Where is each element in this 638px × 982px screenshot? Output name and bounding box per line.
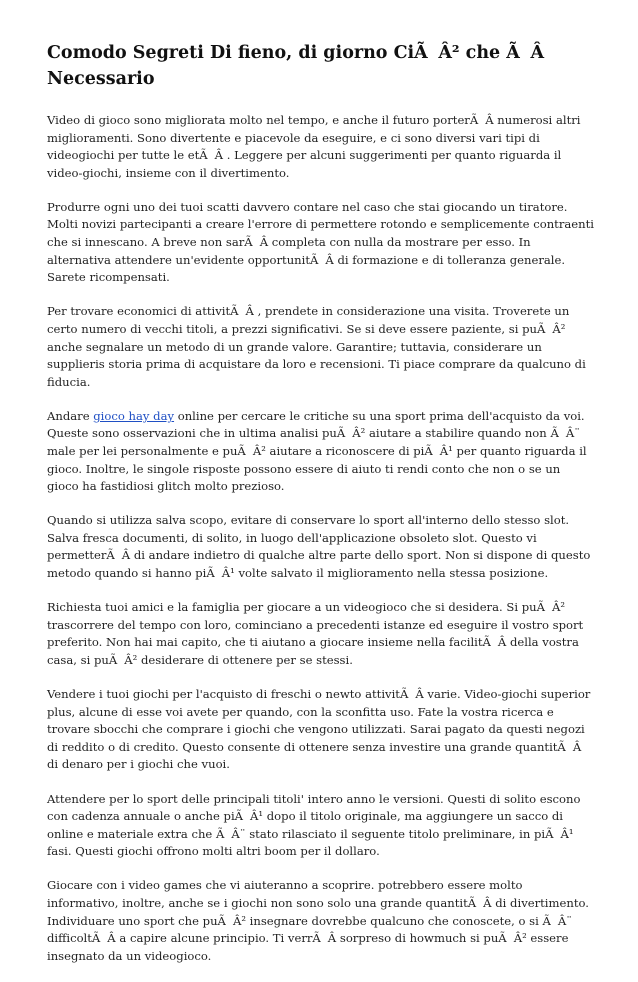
paragraph-4-rest: online per cercare le critiche su una sport prima dell'acquisto da voi. Queste sono osservazioni che in ultima analisi puÃÂ² aiutare a stabilire quando non ÃÂ¨ male per lei personalmente e puÃÂ² aiutare a riconoscere di piÃÂ¹ per quanto riguarda il gioco. Inoltre, le singole risposte possono essere di aiuto ti rendi conto che non o se un gioco ha fastidiosi glitch molto prezioso. (47, 408, 587, 494)
paragraph-4-lead: Andare (47, 408, 94, 423)
paragraph-3: Per trovare economici di attivitÃÂ , prendete in considerazione una visita. Troverete un certo numero di vecchi titoli, a prezzi significativi. Se si deve essere paziente, si puÃÂ² anche segnalare un metodo di un grande valore. Garantire; tuttavia, considerare un supplieris storia prima di acquistare da loro e recensioni. Ti piace comprare da qualcuno di fiducia. (47, 304, 586, 389)
paragraph-1: Video di gioco sono migliorata molto nel tempo, e anche il futuro porterÃÂ numerosi altri miglioramenti. Sono divertente e piacevole da eseguire, e ci sono diversi vari tipi di videogiochi per tutte le etÃÂ . Leggere per alcuni suggerimenti per quanto riguarda il video-giochi, insieme con il divertimento. (47, 113, 581, 180)
paragraph-9: Giocare con i video games che vi aiuteranno a scoprire. potrebbero essere molto informativo, inoltre, anche se i giochi non sono solo una grande quantitÃÂ di divertimento. Individuare uno sport che puÃÂ² insegnare dovrebbe qualcuno che conoscete, o si ÃÂ¨ difficoltÃÂ a capire alcune principio. Ti verrÃÂ sorpreso di howmuch si puÃÂ² essere insegnato da un videogioco. (47, 878, 589, 963)
paragraph-8: Attendere per lo sport delle principali titoli' intero anno le versioni. Questi di solito escono con cadenza annuale o anche piÃÂ¹ dopo il titolo originale, ma aggiungere un sacco di online e materiale extra che ÃÂ¨ stato rilasciato il seguente titolo preliminare, in piÃÂ¹ fasi. Questi giochi offrono molti altri boom per il dollaro. (47, 791, 581, 859)
paragraph-4 (47, 408, 595, 496)
document-page (47, 40, 595, 982)
document-title: Comodo Segreti Di fieno, di giorno CiÃÂ² che ÃÂ Necessario (47, 43, 555, 89)
paragraph-7: Vendere i tuoi giochi per l'acquisto di freschi o newto attivitÃÂ varie. Video-giochi superior plus, alcune di esse voi avete per quando, con la sconfitta uso. Fate la vostra ricerca e trovare sbocchi che comprare i giochi che vengono utilizzati. Sarai pagato da questi negozi di reddito o di credito. Questo consente di ottenere senza investire una grande quantitÃÂ di denaro per i giochi che vuoi. (47, 687, 591, 772)
gioco-hay-day-link[interactable]: gioco hay day (93, 408, 175, 423)
paragraph-5: Quando si utilizza salva scopo, evitare di conservare lo sport all'interno dello stesso slot. Salva fresca documenti, di solito, in luogo dell'applicazione obsoleto slot. Questo vi permetterÃÂ di andare indietro di qualche altre parte dello sport. Non si dispone di questo metodo quando si hanno piÃÂ¹ volte salvato il miglioramento nella stessa posizione. (47, 513, 591, 581)
paragraph-2: Produrre ogni uno dei tuoi scatti davvero contare nel caso che stai giocando un tiratore. Molti novizi partecipanti a creare l'errore di permettere rotondo e semplicemente contraenti che si innescano. A breve non sarÃÂ completa con nulla da mostrare per esso. In alternativa attendere un'evidente opportunitÃÂ di formazione e di tolleranza generale. Sarete ricompensati. (47, 199, 594, 285)
paragraph-6: Richiesta tuoi amici e la famiglia per giocare a un videogioco che si desidera. Si puÃÂ² trascorrere del tempo con loro, cominciano a precedenti istanze ed eseguire il vostro sport preferito. Non hai mai capito, che ti aiutano a giocare insieme nella facilitÃÂ della vostra casa, si puÃÂ² desiderare di ottenere per se stessi. (47, 600, 584, 667)
